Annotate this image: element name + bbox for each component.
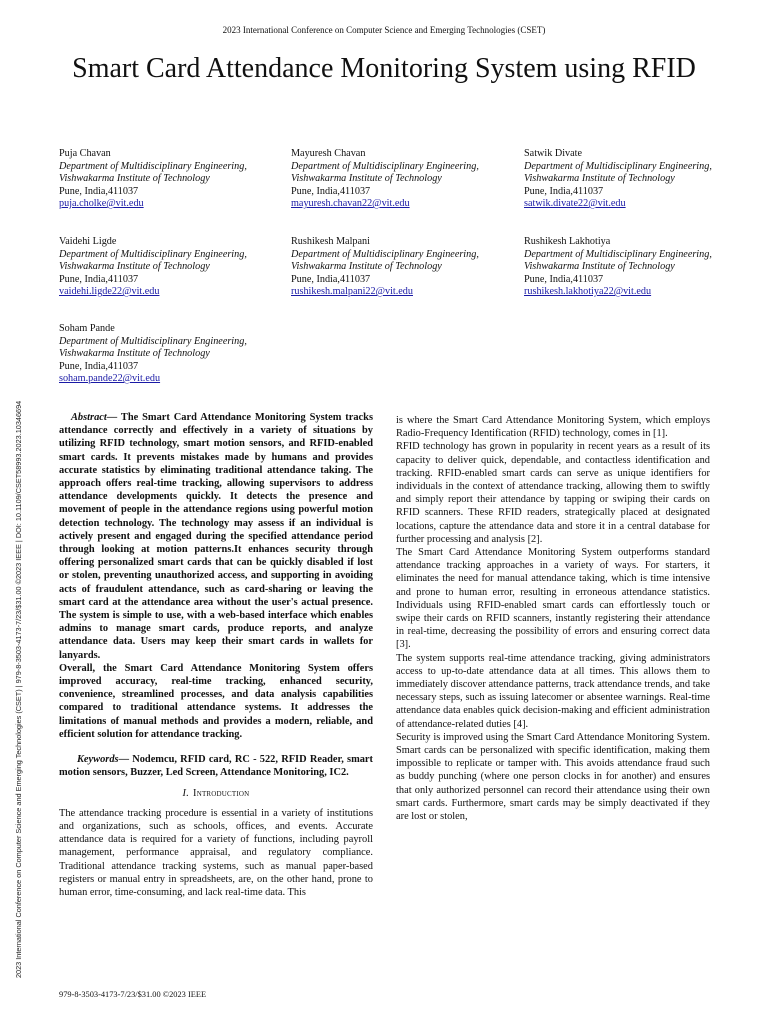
paper-title: Smart Card Attendance Monitoring System using RFID [72,53,696,84]
section-title-initial: I [193,788,197,800]
author-card [59,323,264,386]
author-email-link[interactable]: soham.pande22@vit.edu [59,373,161,384]
section-title-rest: ntroduction [196,788,250,800]
right-column [396,414,710,823]
author-name: Satwik Divate [524,148,583,159]
page-footer: 979-8-3503-4173-7/23/$31.00 ©2023 IEEE [59,990,207,999]
author-institute: Vishwakarma Institute of Technology [59,348,210,359]
section-heading-introduction [59,787,373,800]
keywords-label: Keywords [77,754,119,766]
body-paragraph: The system supports real-time attendance tracking, giving administrators access to up-to-date attendance data at all times. This allows them to immediately discover attendance patterns, track attendance trends, and take necessary steps, such as issuing latecomer or absentee warnings. Real-time attendance data enables quick decision-making and efficient administration of attendance-related duties [4]. [396,652,710,730]
author-email-link[interactable]: puja.cholke@vit.edu [59,198,144,209]
author-card [524,236,729,299]
conference-header: 2023 International Conference on Computer Science and Emerging Technologies (CSET) [222,25,546,35]
author-name: Soham Pande [59,323,115,334]
author-department: Department of Multidisciplinary Engineering, [524,160,712,172]
author-email-link[interactable]: rushikesh.lakhotiya22@vit.edu [524,286,652,297]
section-number: I. [182,788,190,800]
author-card [291,148,496,211]
author-department: Department of Multidisciplinary Engineering, [291,160,479,172]
author-card [291,236,496,299]
author-name: Puja Chavan [59,148,111,159]
author-city: Pune, India,411037 [524,185,604,197]
abstract-text: The Smart Card Attendance Monitoring System tracks attendance correctly and effectively in a variety of situations by utilizing RFID technology, smart motion sensors, and RFID-enabled smart cards. It prevents mistakes made by humans and provides accurate statistics by eliminating traditional attendance taking. The approach offers real-time tracking, allowing supervisors to address attendance developments quickly. It detects the presence and movement of people in the attendance regions using powerful motion detection technology. The technology may assess if an individual is actively present and engaged during the specified attendance period through looking at motion patterns.It enhances security through offering personalized smart cards that can be quickly disabled if lost or stolen, preventing unauthorized access, and supporting in avoiding acts of fraudulent attendance, such as card-sharing or leaving the smart card at the attendance area without the user's actual presence. The system is simple to use, with a web-based interface which enables admins to manage smart cards, produce reports, and analyze attendance data. Users may keep their smart cards in wallets for lanyards. [59,412,373,661]
author-department: Department of Multidisciplinary Engineering, [59,248,247,260]
author-name: Vaidehi Ligde [59,236,117,247]
abstract-paragraph-2: Overall, the Smart Card Attendance Monitoring System offers improved accuracy, real-time tracking, enhanced security, convenience, streamlined processes, and data analysis capabilities compared to traditional attendance systems. It addresses the limitations of manual methods and provides a modern, reliable, and efficient solution for attendance tracking. [59,662,373,740]
body-paragraph: RFID technology has grown in popularity in recent years as a result of its capacity to deliver quick, dependable, and contactless identification and tracking. RFID-enabled smart cards can serve as unique identifiers for individuals in the context of attendance tracking, allowing them to swiftly and simply report their attendance by tapping or swiping their cards on RFID scanners. These RFID readers, strategically placed at designated locations, capture the attendance data and store it in a central database for further processing and analysis [2]. [396,441,710,545]
abstract-dash: — [106,412,121,423]
author-city: Pune, India,411037 [524,273,604,285]
author-department: Department of Multidisciplinary Engineering, [524,248,712,260]
author-department: Department of Multidisciplinary Engineering, [59,335,247,347]
author-email-link[interactable]: satwik.divate22@vit.edu [524,198,626,209]
author-name: Rushikesh Malpani [291,236,370,247]
author-card [59,236,264,299]
left-column [59,411,373,899]
author-institute: Vishwakarma Institute of Technology [59,173,210,184]
author-card [524,148,729,211]
abstract-paragraph [59,411,373,662]
keywords-text: Nodemcu, RFID card, RC - 522, RFID Reader, smart motion sensors, Buzzer, Led Screen, Attendance Monitoring, IC2. [59,754,373,779]
keywords-dash: — [118,754,133,766]
body-paragraph: is where the Smart Card Attendance Monitoring System, which employs Radio-Frequency Identification (RFID) technology, comes in [1]. [396,415,710,440]
author-city: Pune, India,411037 [291,273,371,285]
author-name: Mayuresh Chavan [291,148,366,159]
author-department: Department of Multidisciplinary Engineering, [59,160,247,172]
body-paragraph: The Smart Card Attendance Monitoring System outperforms standard attendance tracking approaches in a variety of ways. For starters, it eliminates the need for manual attendance taking, which is time intensive and prone to human error, resulting in erroneous attendance statistics. Individuals using RFID-enabled smart cards can effortlessly touch or swipe their cards on RFID scanners, instantly registering their attendance in real-time, decreasing the possibility of errors and ensuring correct data [3]. [396,547,710,651]
author-city: Pune, India,411037 [59,185,139,197]
author-department: Department of Multidisciplinary Engineering, [291,248,479,260]
keywords-paragraph [59,753,373,779]
author-institute: Vishwakarma Institute of Technology [59,261,210,272]
author-institute: Vishwakarma Institute of Technology [291,173,442,184]
side-identifier: 2023 International Conference on Computer Science and Emerging Technologies (CSET) | 979-8-3503-4173-7/23/$31.00 ©2023 IEEE | DOI: 10.1109/CSET58993.2023.10346694 [14,400,23,978]
author-city: Pune, India,411037 [59,273,139,285]
author-email-link[interactable]: rushikesh.malpani22@vit.edu [291,286,413,297]
body-paragraph: Security is improved using the Smart Card Attendance Monitoring System. Smart cards can be personalized with specific identification, making them impossible to replicate or tamper with. This avoids attendance fraud such as buddy punching (where one person clocks in for another) and ensures that only authorized personnel can record their attendance using their own smart cards. Furthermore, smart cards may be simply deactivated if they are lost or stolen, [396,731,710,823]
author-email-link[interactable]: mayuresh.chavan22@vit.edu [291,198,410,209]
abstract-label: Abstract [71,412,107,423]
author-name: Rushikesh Lakhotiya [524,236,611,247]
intro-paragraph: The attendance tracking procedure is essential in a variety of institutions and organizations, such as schools, offices, and events. Accurate attendance data is required for a variety of functions, including payroll management, performance appraisal, and regulatory compliance. Traditional attendance tracking systems, such as manual paper-based registers or manual entry in spreadsheets, are, on the other hand, prone to human error, time-consuming, and lack real-time data. This [59,807,373,898]
author-card [59,148,264,211]
author-institute: Vishwakarma Institute of Technology [524,173,675,184]
author-email-link[interactable]: vaidehi.ligde22@vit.edu [59,286,160,297]
author-institute: Vishwakarma Institute of Technology [524,261,675,272]
author-institute: Vishwakarma Institute of Technology [291,261,442,272]
author-city: Pune, India,411037 [291,185,371,197]
author-city: Pune, India,411037 [59,360,139,372]
